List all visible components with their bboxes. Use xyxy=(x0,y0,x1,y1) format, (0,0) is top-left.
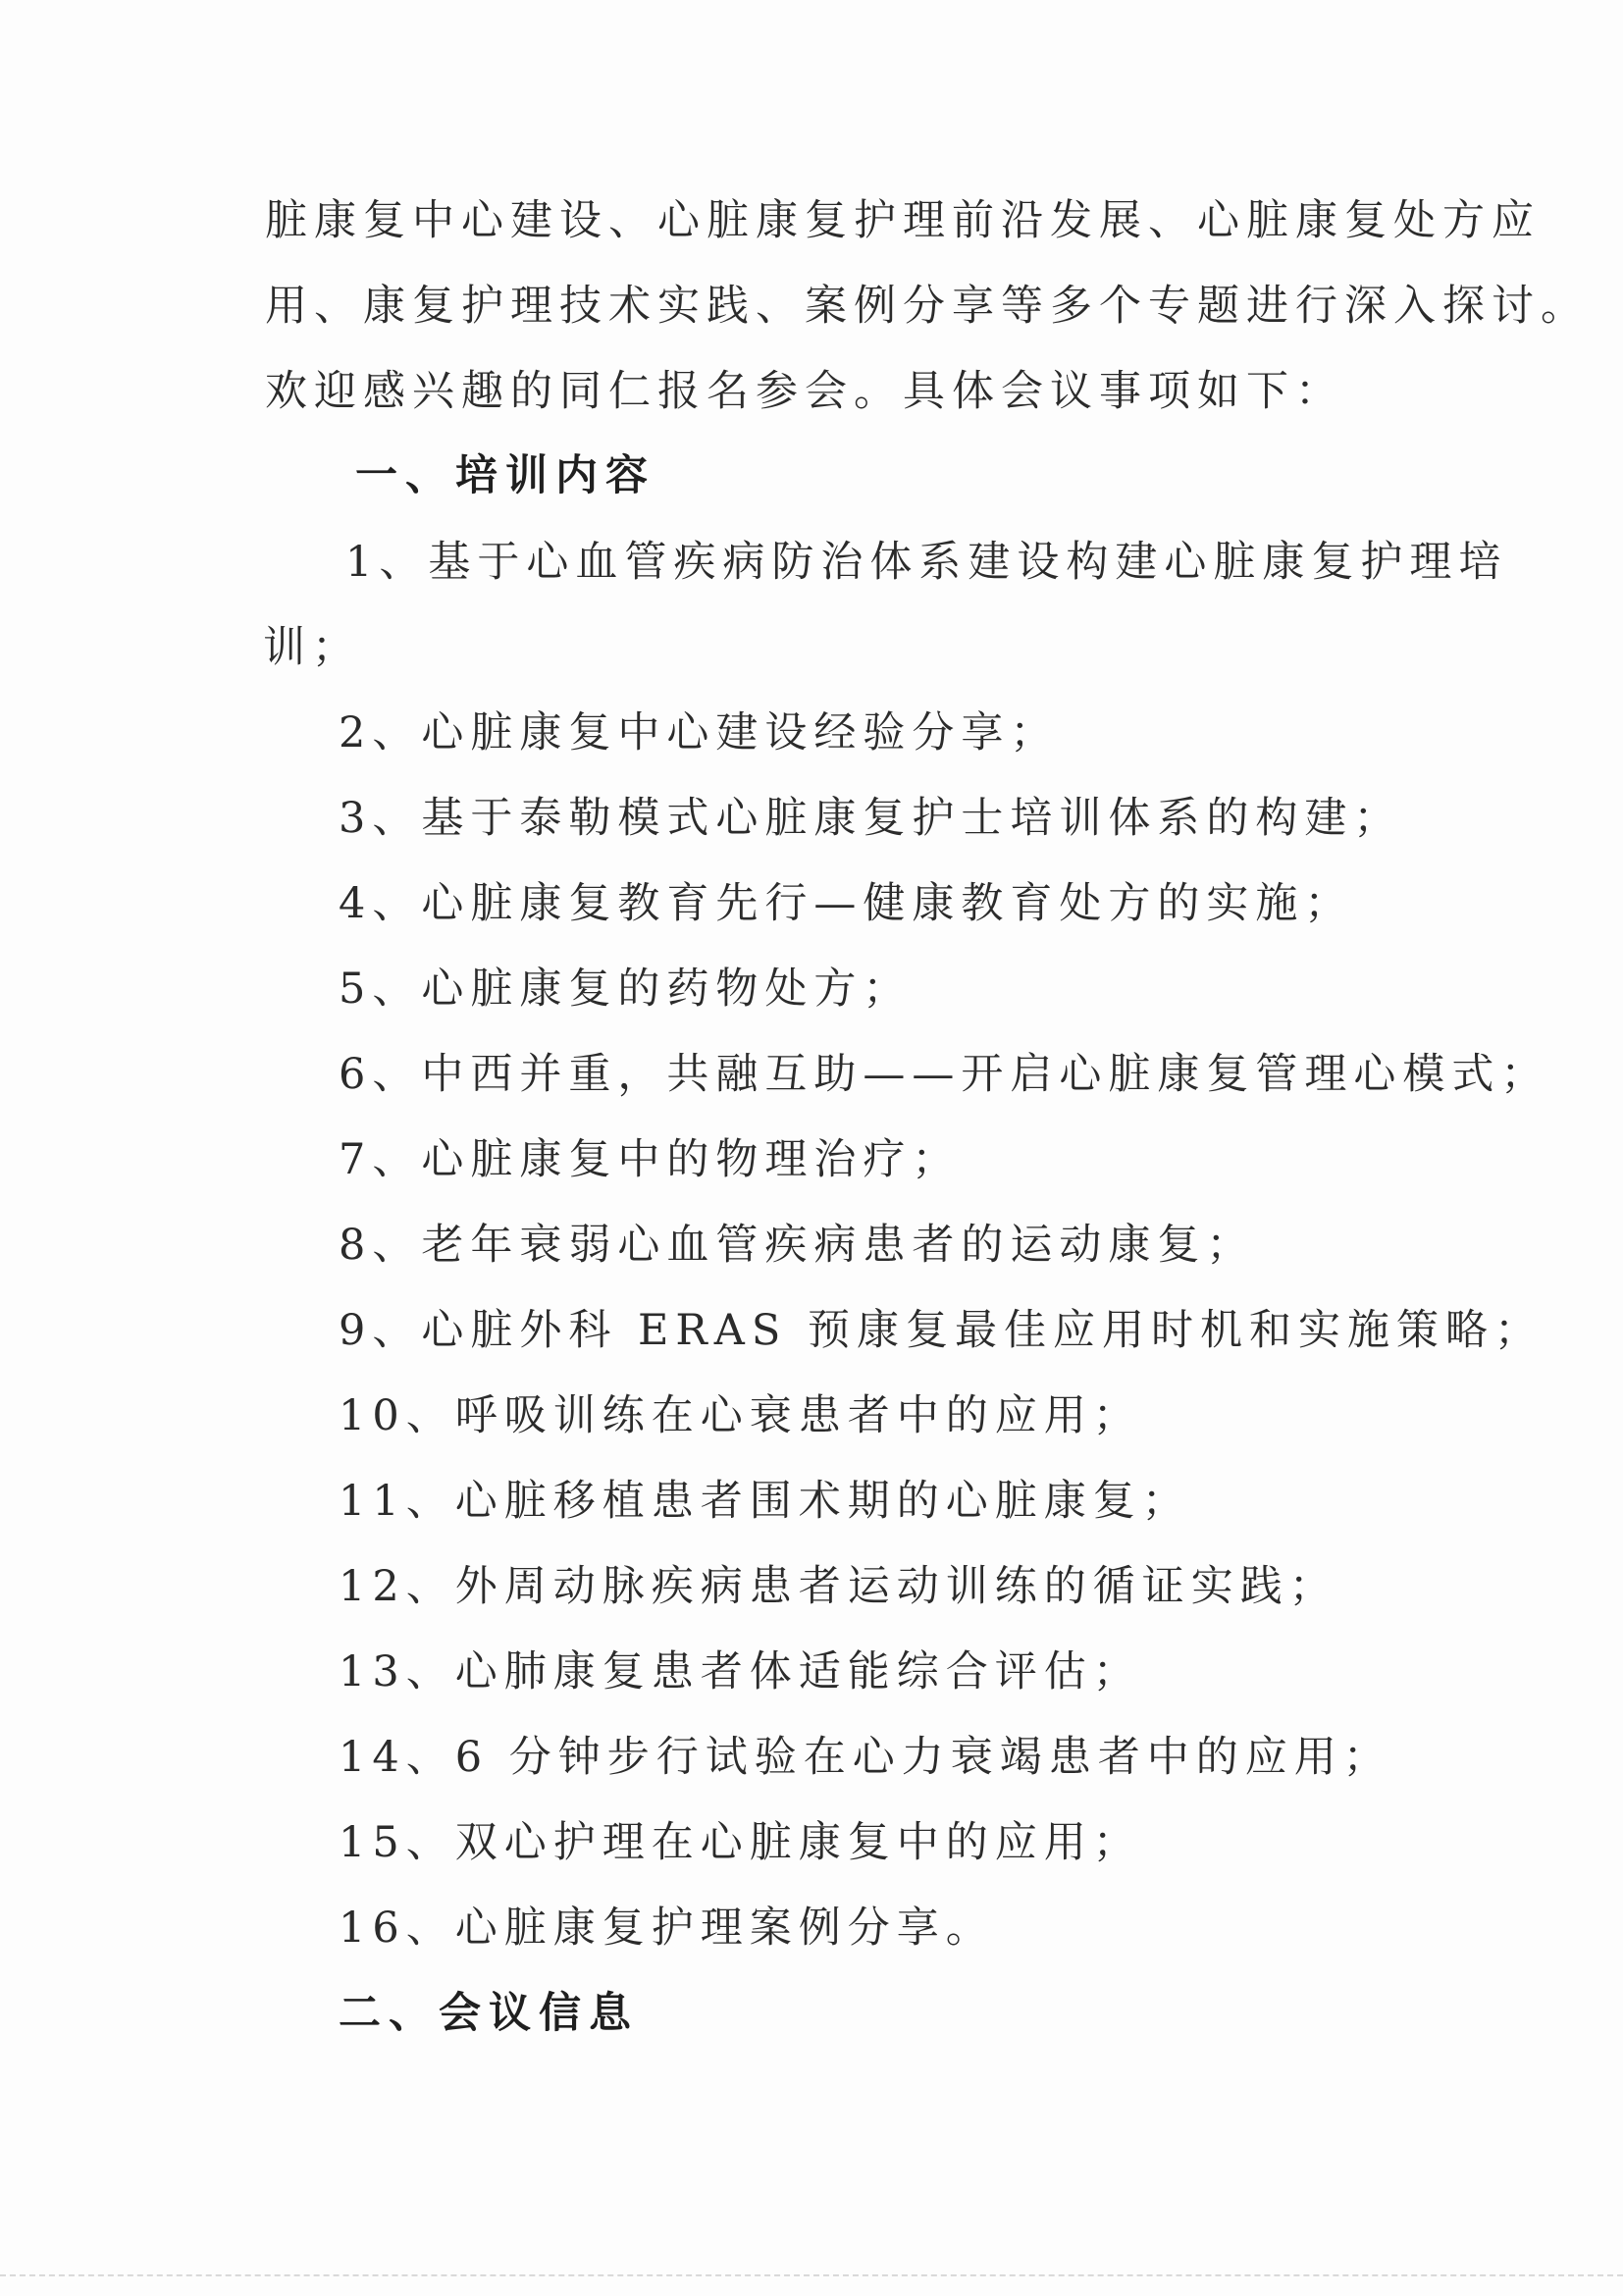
list-item-13: 13、心肺康复患者体适能综合评估； xyxy=(339,1647,1142,1696)
list-item-11: 11、心脏移植患者围术期的心脏康复； xyxy=(339,1477,1191,1526)
section-heading-meeting-info: 二、会议信息 xyxy=(339,1989,639,2038)
list-item-3: 3、基于泰勒模式心脏康复护士培训体系的构建； xyxy=(339,794,1403,843)
list-item-1-line-2: 训； xyxy=(263,623,361,672)
scan-edge-divider xyxy=(0,2274,1623,2276)
intro-line-3: 欢迎感兴趣的同仁报名参会。具体会议事项如下： xyxy=(265,367,1344,416)
list-item-10: 10、呼吸训练在心衰患者中的应用； xyxy=(339,1391,1142,1440)
list-item-15: 15、双心护理在心脏康复中的应用； xyxy=(339,1818,1142,1867)
list-item-4: 4、心脏康复教育先行—健康教育处方的实施； xyxy=(339,879,1354,928)
list-item-14: 14、6 分钟步行试验在心力衰竭患者中的应用； xyxy=(339,1733,1392,1782)
list-item-7: 7、心脏康复中的物理治疗； xyxy=(339,1135,962,1184)
list-item-6: 6、中西并重，共融互助——开启心脏康复管理心模式； xyxy=(339,1050,1550,1099)
list-item-2: 2、心脏康复中心建设经验分享； xyxy=(339,708,1060,757)
section-heading-training-content: 一、培训内容 xyxy=(355,451,655,500)
list-item-9: 9、心脏外科 ERAS 预康复最佳应用时机和实施策略； xyxy=(339,1306,1544,1355)
list-item-12: 12、外周动脉疾病患者运动训练的循证实践； xyxy=(339,1562,1338,1611)
intro-line-2: 用、康复护理技术实践、案例分享等多个专题进行深入探讨。 xyxy=(265,282,1590,331)
list-item-8: 8、老年衰弱心血管疾病患者的运动康复； xyxy=(339,1221,1256,1270)
intro-line-1: 脏康复中心建设、心脏康复护理前沿发展、心脏康复处方应 xyxy=(265,196,1541,245)
list-item-1-line-1: 1、基于心血管疾病防治体系建设构建心脏康复护理培 xyxy=(345,538,1508,587)
list-item-5: 5、心脏康复的药物处方； xyxy=(339,965,913,1014)
list-item-16: 16、心脏康复护理案例分享。 xyxy=(339,1904,995,1953)
